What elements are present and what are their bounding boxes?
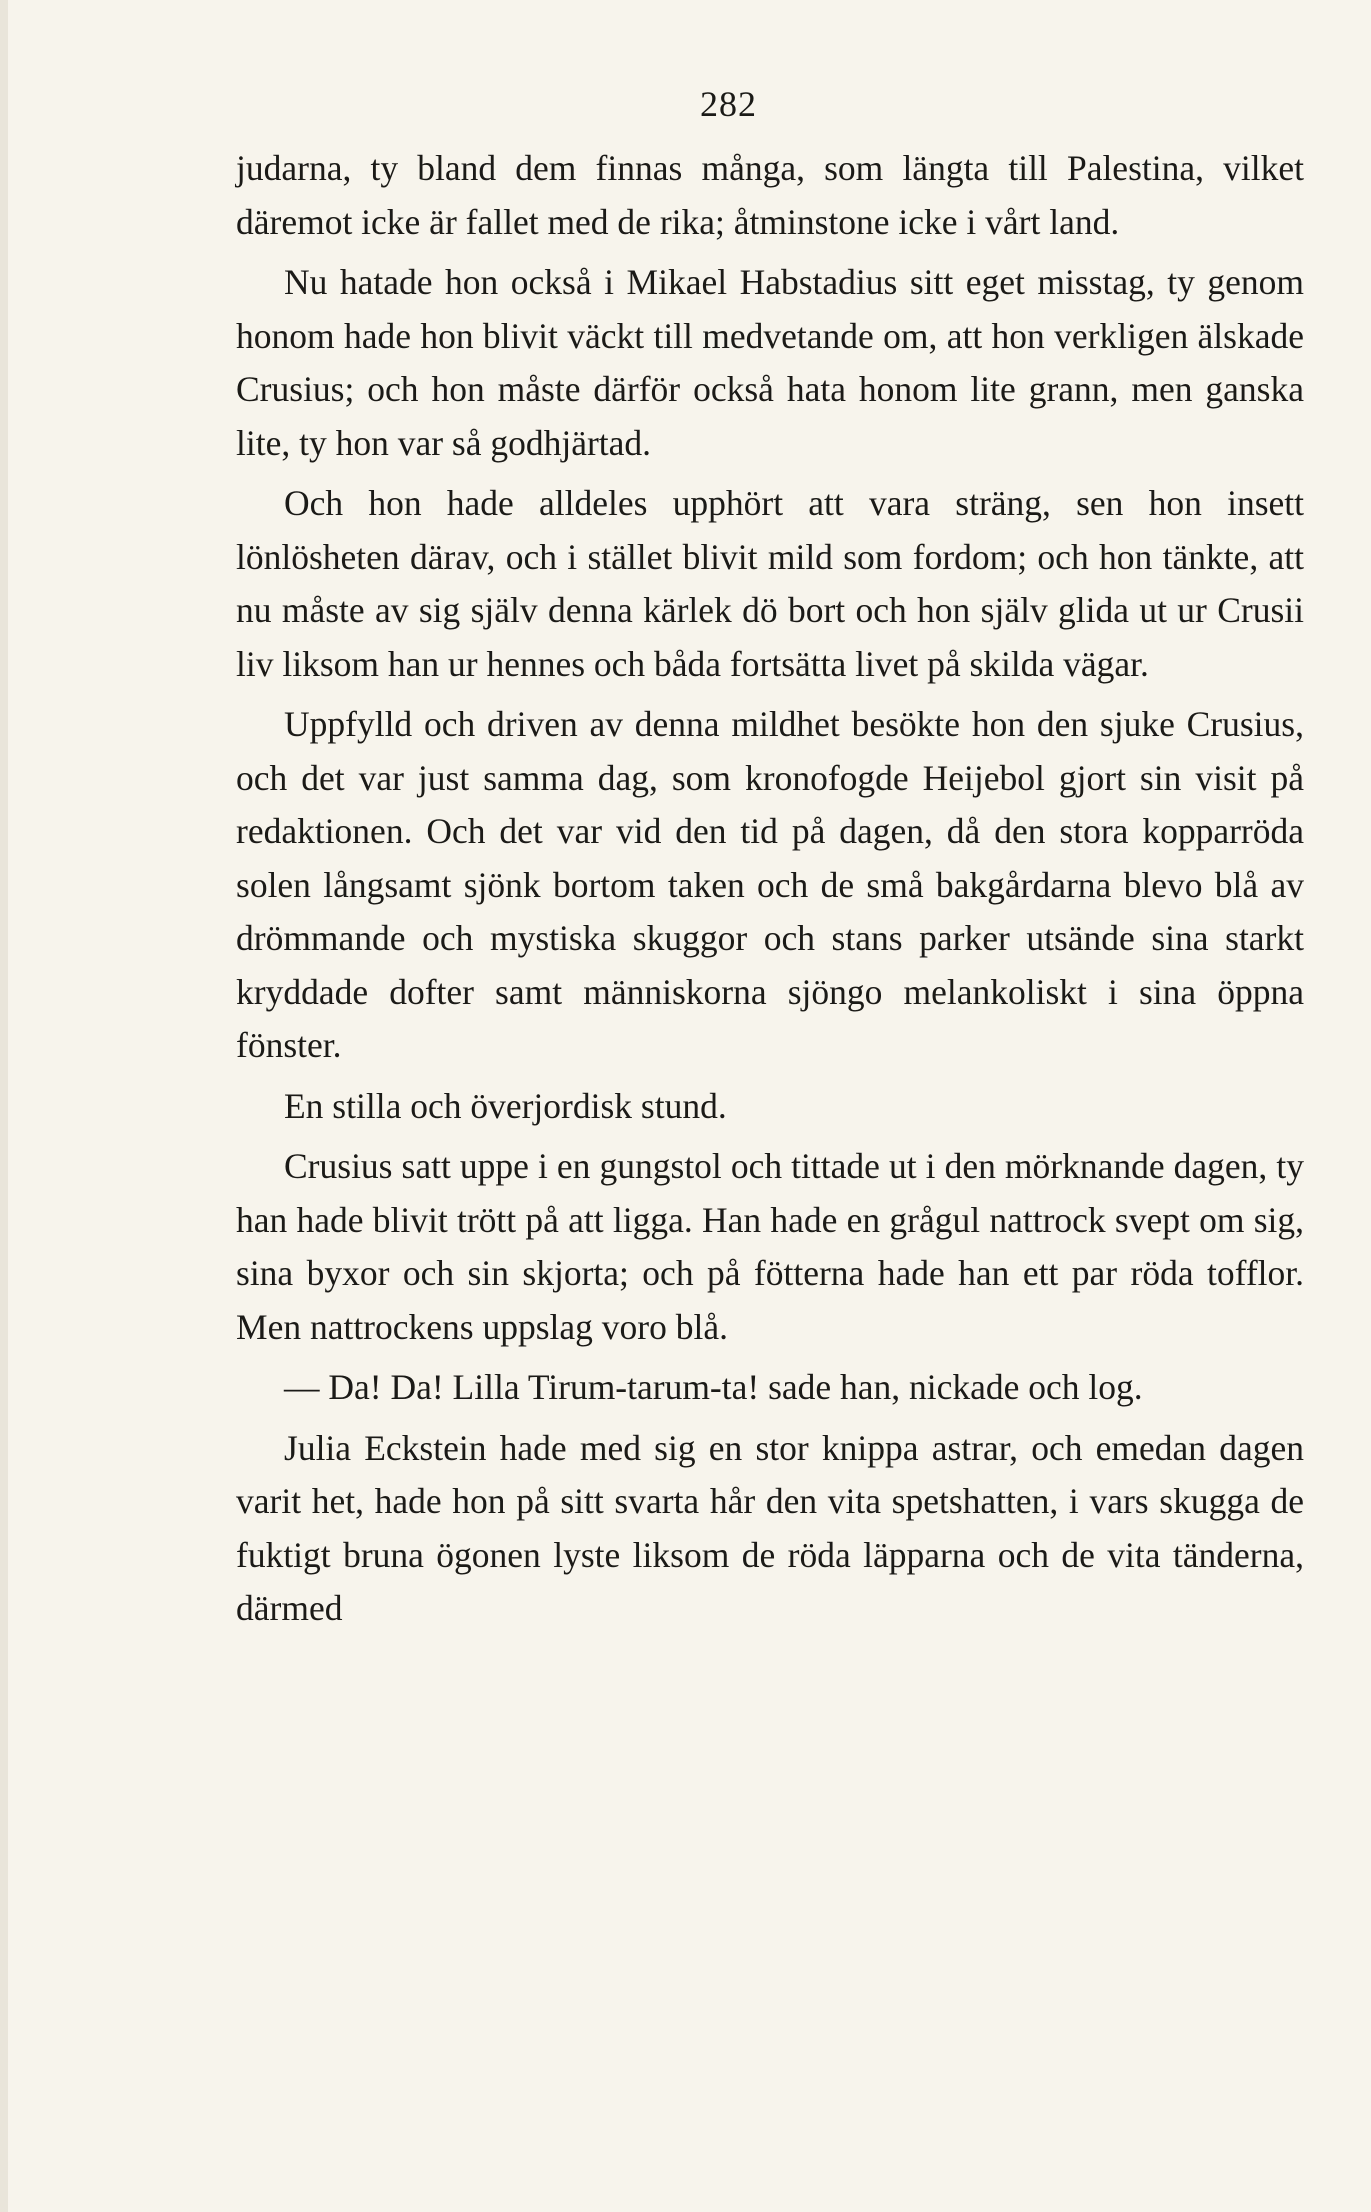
page-edge — [0, 0, 8, 2212]
paragraph-2: Nu hatade hon också i Mikael Habstadius sitt eget misstag, ty genom honom hade hon blivit väckt till medvetande om, att hon verkligen älskade Crusius; och hon måste därför också hata honom lite grann, men ganska lite, ty hon var så godhjärtad. — [236, 262, 1304, 463]
paragraph-6: Crusius satt uppe i en gungstol och tittade ut i den mörknande dagen, ty han hade blivit trött på att ligga. Han hade en grågul nattrock svept om sig, sina byxor och sin skjorta; och på fötterna hade han ett par röda tofflor. Men nattrockens uppslag voro blå. — [236, 1146, 1304, 1347]
paragraph-1: judarna, ty bland dem finnas många, som längta till Palestina, vilket däremot icke är fallet med de rika; åtminstone icke i vårt land. — [236, 148, 1304, 242]
paragraph-4: Uppfylld och driven av denna mildhet besökte hon den sjuke Crusius, och det var just samma dag, som kronofogde Heijebol gjort sin visit på redaktionen. Och det var vid den tid på dagen, då den stora kopparröda solen långsamt sjönk bortom taken och de små bakgårdarna blevo blå av drömmande och mystiska skuggor och stans parker utsände sina starkt kryddade dofter samt människorna sjöngo melankoliskt i sina öppna fönster. — [236, 704, 1304, 1065]
paragraph-3: Och hon hade alldeles upphört att vara sträng, sen hon insett lönlösheten därav, och i stället blivit mild som fordom; och hon tänkte, att nu måste av sig själv denna kärlek dö bort och hon själv glida ut ur Crusii liv liksom han ur hennes och båda fortsätta livet på skilda vägar. — [236, 483, 1304, 684]
body-text — [236, 142, 1304, 1643]
page-number: 282 — [700, 84, 757, 124]
paragraph-5: En stilla och överjordisk stund. — [284, 1085, 727, 1126]
paragraph-7-dialogue: — Da! Da! Lilla Tirum-tarum-ta! sade han, nickade och log. — [284, 1367, 1143, 1407]
paragraph-8: Julia Eckstein hade med sig en stor knippa astrar, och emedan dagen varit het, hade hon på sitt svarta hår den vita spetshatten, i vars skugga de fuktigt bruna ögonen lyste liksom de röda läpparna och de vita tänderna, därmed — [236, 1427, 1304, 1628]
